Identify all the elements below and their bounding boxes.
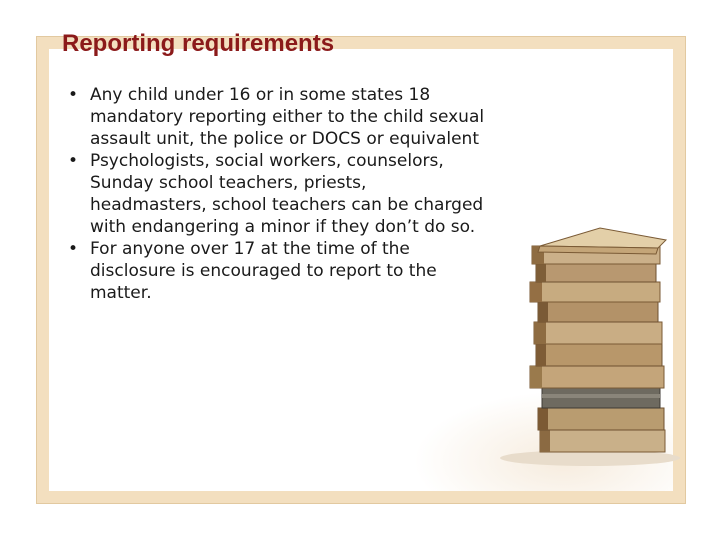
book [538,302,658,322]
bullet-icon: • [68,85,79,105]
bullet-text: Any child under 16 or in some states 18 mandatory reporting either to the child sexual assault unit, the police or DOCS or equivalent [90,85,485,149]
stack-of-books-icon [480,218,680,468]
bullet-item [68,150,488,238]
bullet-item [68,84,488,150]
slide-title: Reporting requirements [62,30,335,57]
book [536,344,662,366]
book [530,366,664,388]
book [536,264,656,282]
book [542,388,660,408]
book [540,430,665,452]
book [538,228,666,254]
bullet-icon: • [68,239,79,259]
book [538,408,664,430]
bullet-icon: • [68,151,79,171]
bullet-text: Psychologists, social workers, counselors, Sunday school teachers, priests, headmasters, school teachers can be charged with endangering a minor if they don’t do so. [90,151,484,237]
bullet-item [68,238,488,304]
book [530,282,660,302]
bullet-text: For anyone over 17 at the time of the disclosure is encouraged to report to the matter. [90,239,437,303]
book [534,322,662,344]
bullet-list [68,84,488,304]
